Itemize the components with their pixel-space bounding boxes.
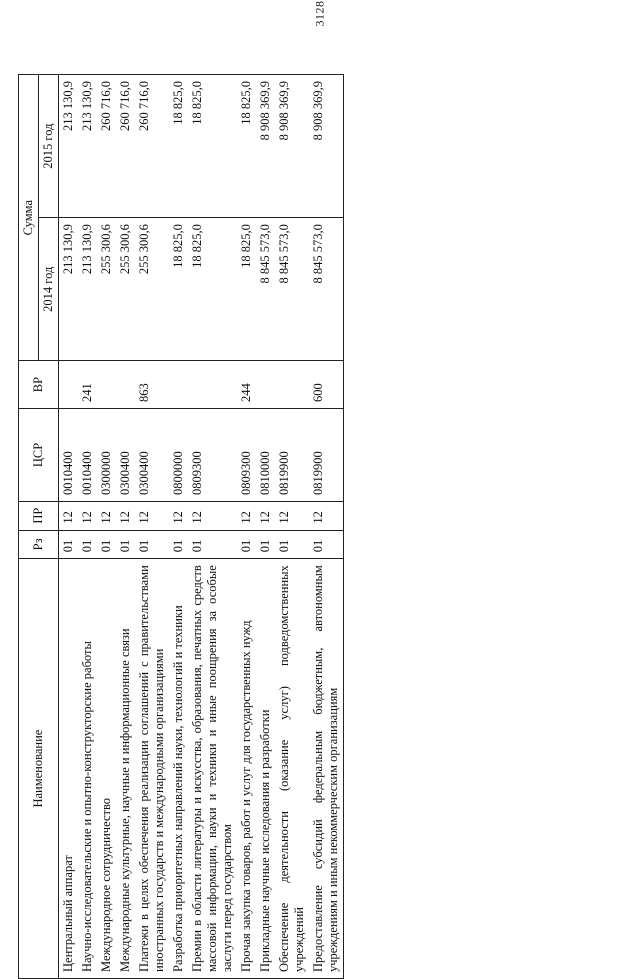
row-vr-cell: [97, 361, 116, 409]
table-row: [237, 75, 256, 979]
row-2015-cell: 18 825,0: [169, 75, 188, 218]
row-2015-cell: 18 825,0: [188, 75, 237, 218]
header-sum: Сумма: [19, 75, 39, 361]
row-pr-cell: 12: [169, 501, 188, 530]
rotated-table-wrapper: [18, 74, 622, 979]
row-pr-cell: 12: [78, 501, 97, 530]
row-rz-cell: 01: [309, 530, 344, 559]
row-name-cell: Обеспечение деятельности (оказание услуг) подведомственных учреждений: [275, 559, 309, 979]
row-2015-cell: 260 716,0: [97, 75, 116, 218]
row-vr-cell: [256, 361, 275, 409]
row-rz-cell: 01: [97, 530, 116, 559]
row-name-cell: Прочая закупка товаров, работ и услуг для государственных нужд: [237, 559, 256, 979]
row-pr-cell: 12: [237, 501, 256, 530]
header-vr: ВР: [19, 361, 59, 409]
row-vr-cell: [116, 361, 135, 409]
row-2014-cell: 255 300,6: [116, 218, 135, 361]
row-csr-cell: 0800000: [169, 408, 188, 501]
row-2015-cell: 18 825,0: [237, 75, 256, 218]
row-vr-cell: [188, 361, 237, 409]
row-vr-cell: [59, 361, 79, 409]
row-csr-cell: 0809300: [188, 408, 237, 501]
row-rz-cell: 01: [169, 530, 188, 559]
row-2014-cell: 18 825,0: [188, 218, 237, 361]
row-2014-cell: 255 300,6: [135, 218, 169, 361]
row-rz-cell: 01: [188, 530, 237, 559]
row-name-cell: Премии в области литературы и искусства, образования, печатных средств массовой информации, науки и техники и иные поощрения за особые заслуги перед государством: [188, 559, 237, 979]
row-name-cell: Международные культурные, научные и информационные связи: [116, 559, 135, 979]
row-2014-cell: 18 825,0: [237, 218, 256, 361]
row-2015-cell: 260 716,0: [135, 75, 169, 218]
row-pr-cell: 12: [116, 501, 135, 530]
table-row: [116, 75, 135, 979]
table-row: [309, 75, 344, 979]
row-2014-cell: 18 825,0: [169, 218, 188, 361]
row-csr-cell: 0819900: [309, 408, 344, 501]
table-row: [135, 75, 169, 979]
header-2014: 2014 год: [39, 218, 59, 361]
header-pr: ПР: [19, 501, 59, 530]
row-csr-cell: 0300400: [135, 408, 169, 501]
row-name-cell: Платежи в целях обеспечения реализации соглашений с правительствами иностранных государств и международными организациями: [135, 559, 169, 979]
table-row: [169, 75, 188, 979]
table-row: [59, 75, 79, 979]
row-2015-cell: 260 716,0: [116, 75, 135, 218]
row-2014-cell: 255 300,6: [97, 218, 116, 361]
row-name-cell: Прикладные научные исследования и разработки: [256, 559, 275, 979]
row-2014-cell: 8 845 573,0: [256, 218, 275, 361]
header-name: Наименование: [19, 559, 59, 979]
row-vr-cell: [275, 361, 309, 409]
row-2015-cell: 8 908 369,9: [275, 75, 309, 218]
row-pr-cell: 12: [256, 501, 275, 530]
table-row: [188, 75, 237, 979]
row-2014-cell: 213 130,9: [59, 218, 79, 361]
row-name-cell: Международное сотрудничество: [97, 559, 116, 979]
row-vr-cell: [169, 361, 188, 409]
budget-table: [18, 74, 344, 979]
row-csr-cell: 0300000: [97, 408, 116, 501]
table-row: [78, 75, 97, 979]
row-csr-cell: 0819900: [275, 408, 309, 501]
row-2014-cell: 213 130,9: [78, 218, 97, 361]
row-rz-cell: 01: [135, 530, 169, 559]
row-2015-cell: 8 908 369,9: [256, 75, 275, 218]
row-2014-cell: 8 845 573,0: [309, 218, 344, 361]
row-pr-cell: 12: [309, 501, 344, 530]
row-csr-cell: 0010400: [59, 408, 79, 501]
row-pr-cell: 12: [97, 501, 116, 530]
header-csr: ЦСР: [19, 408, 59, 501]
row-csr-cell: 0809300: [237, 408, 256, 501]
row-vr-cell: 600: [309, 361, 344, 409]
row-csr-cell: 0300400: [116, 408, 135, 501]
row-name-cell: Центральный аппарат: [59, 559, 79, 979]
table-body: [59, 75, 344, 979]
row-2015-cell: 8 908 369,9: [309, 75, 344, 218]
row-2015-cell: 213 130,9: [59, 75, 79, 218]
row-2015-cell: 213 130,9: [78, 75, 97, 218]
page-number: 3128: [312, 0, 327, 27]
row-csr-cell: 0010400: [78, 408, 97, 501]
header-2015: 2015 год: [39, 75, 59, 218]
table-row: [97, 75, 116, 979]
row-vr-cell: 863: [135, 361, 169, 409]
row-pr-cell: 12: [59, 501, 79, 530]
row-name-cell: Разработка приоритетных направлений науки, технологий и техники: [169, 559, 188, 979]
row-pr-cell: 12: [135, 501, 169, 530]
budget-table-frame: [18, 74, 640, 972]
table-row: [256, 75, 275, 979]
row-rz-cell: 01: [256, 530, 275, 559]
row-vr-cell: 241: [78, 361, 97, 409]
table-row: [275, 75, 309, 979]
row-pr-cell: 12: [188, 501, 237, 530]
row-rz-cell: 01: [78, 530, 97, 559]
row-csr-cell: 0810000: [256, 408, 275, 501]
row-vr-cell: 244: [237, 361, 256, 409]
row-pr-cell: 12: [275, 501, 309, 530]
row-2014-cell: 8 845 573,0: [275, 218, 309, 361]
row-rz-cell: 01: [116, 530, 135, 559]
row-name-cell: Предоставление субсидий федеральным бюджетным, автономным учреждениям и иным некоммерческим организациям: [309, 559, 344, 979]
row-name-cell: Научно-исследовательские и опытно-конструкторские работы: [78, 559, 97, 979]
row-rz-cell: 01: [59, 530, 79, 559]
row-rz-cell: 01: [275, 530, 309, 559]
header-rz: Рз: [19, 530, 59, 559]
row-rz-cell: 01: [237, 530, 256, 559]
